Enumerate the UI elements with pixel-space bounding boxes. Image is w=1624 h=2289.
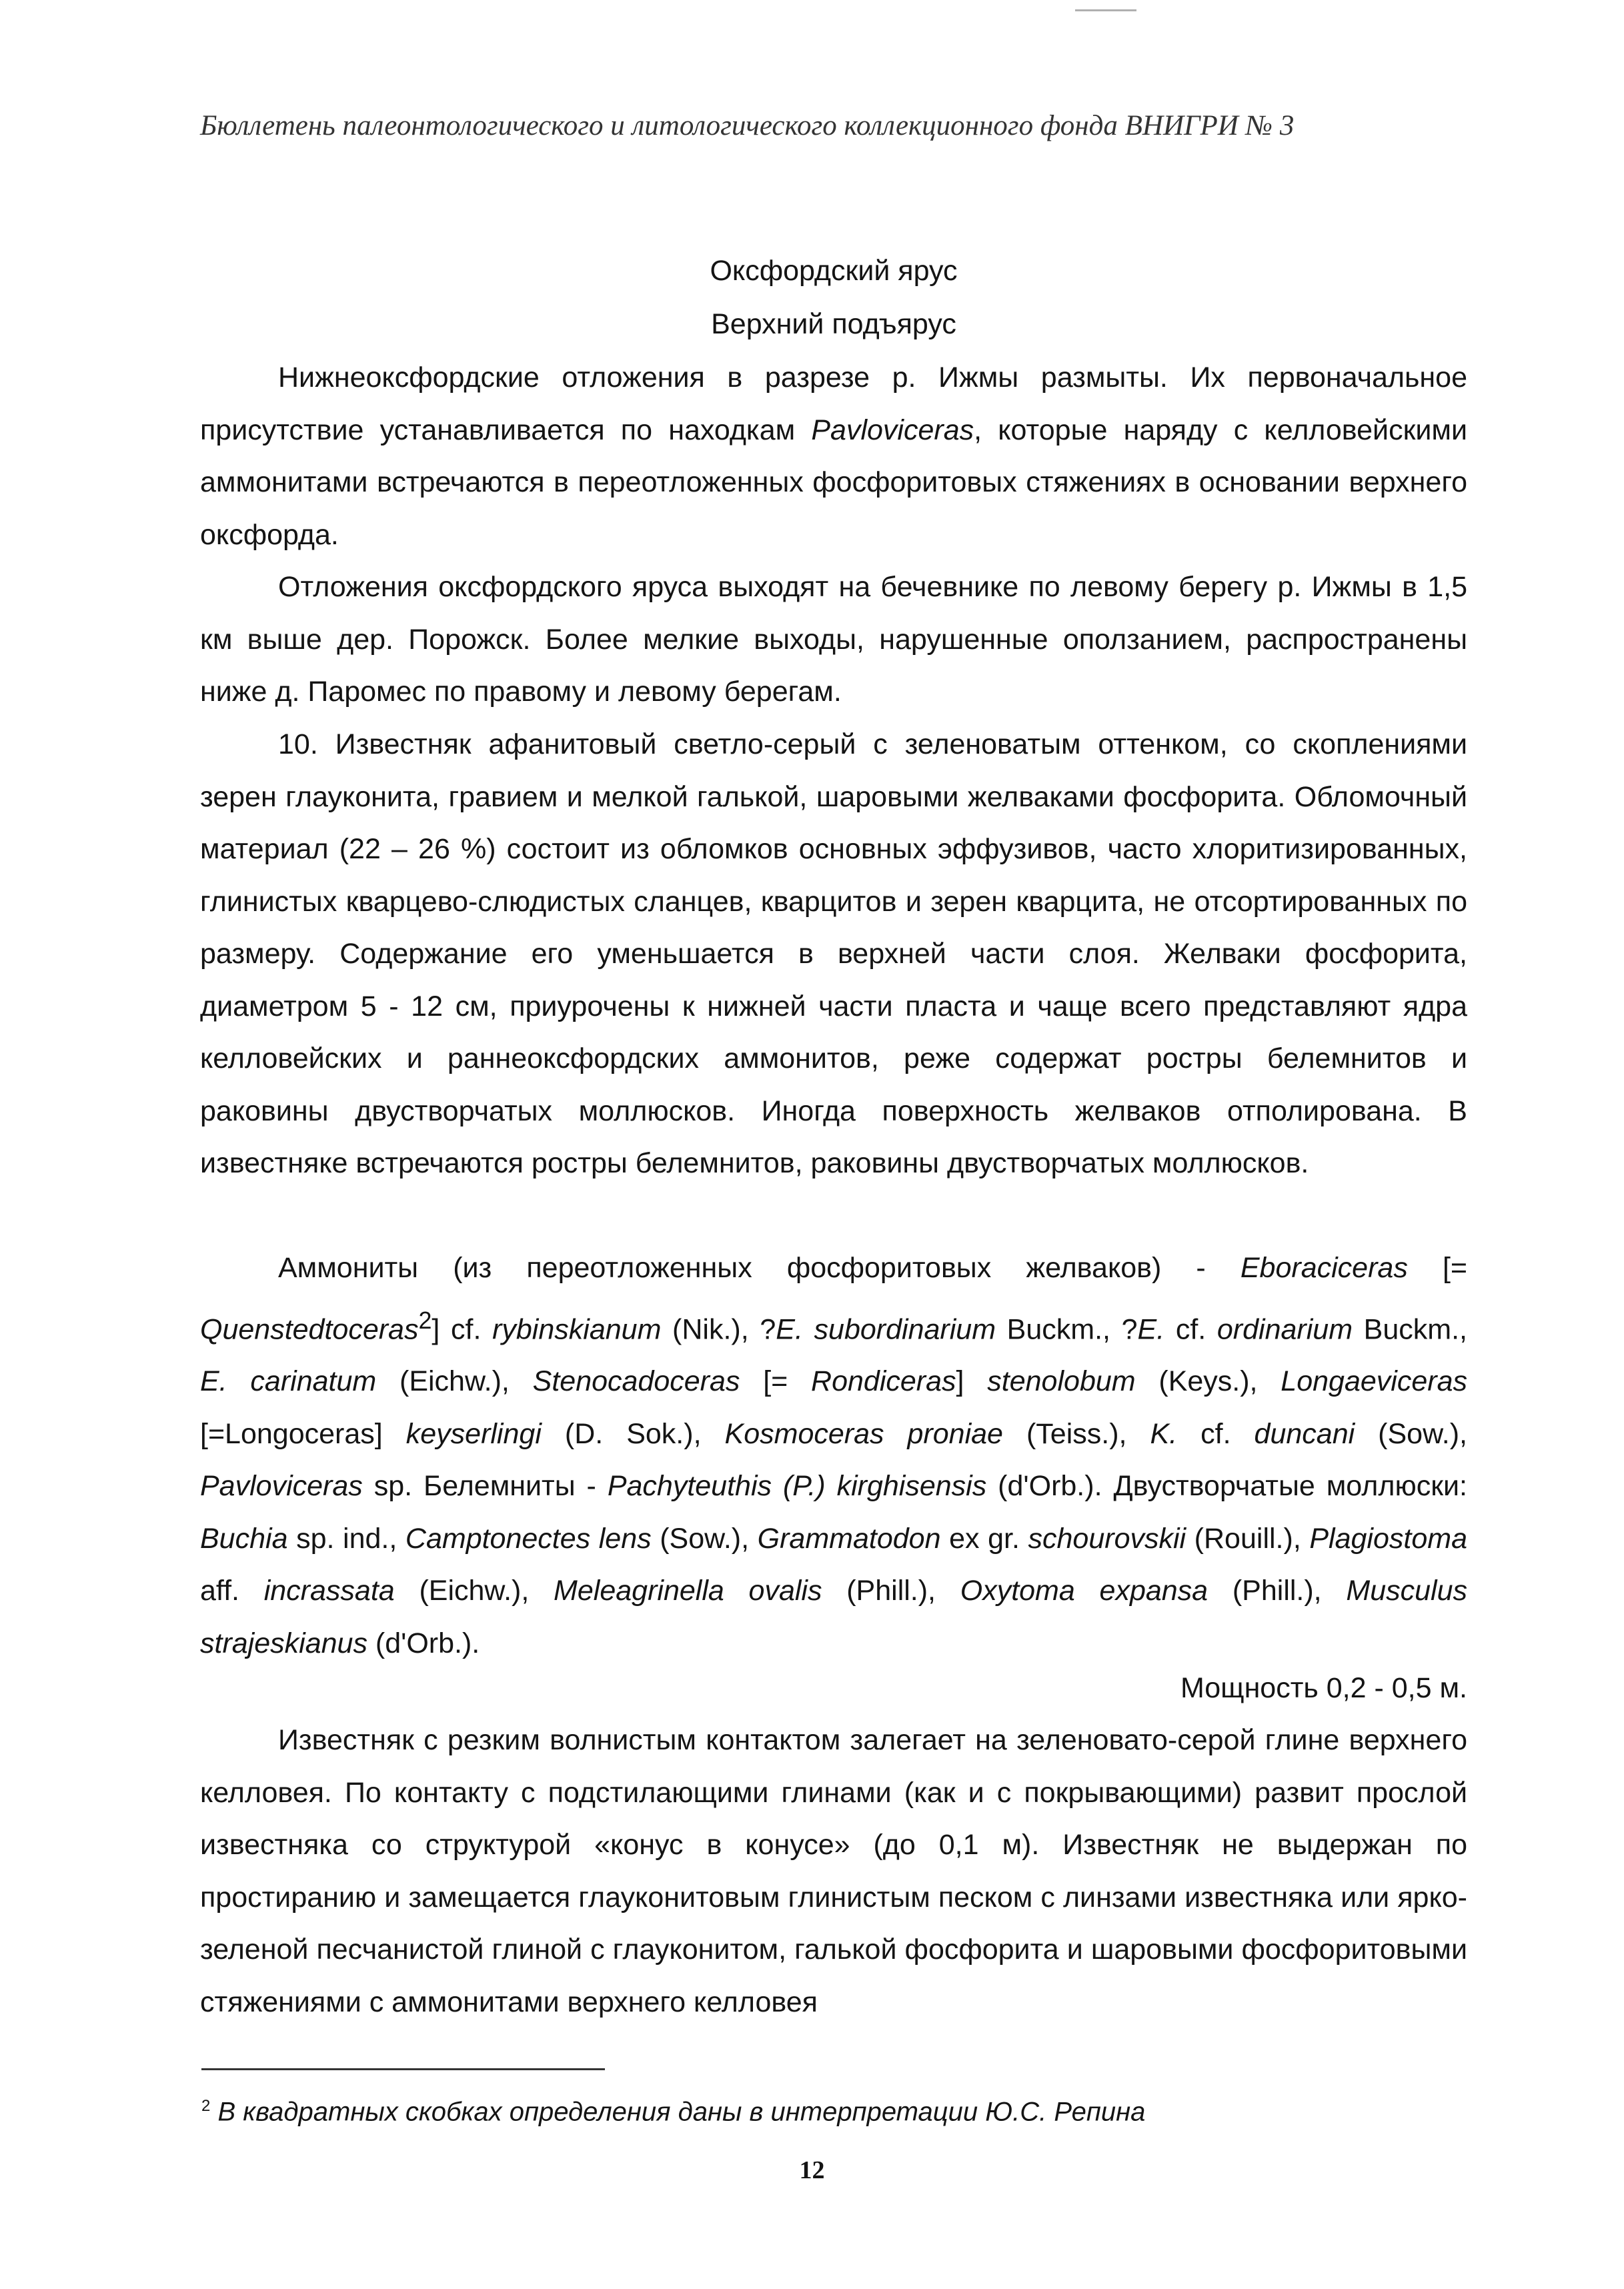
- footnote-ref: 2: [418, 1307, 432, 1334]
- footnote-mark: 2: [201, 2097, 211, 2115]
- thickness-line: Мощность 0,2 - 0,5 м.: [1180, 1672, 1467, 1704]
- paragraph-5: Известняк с резким волнистым контактом залегает на зеленовато-серой глине верхнего келловея. По контакту с подстилающими глинами (как и с покрывающими) развит прослой известняка со структурой «конус в конусе» (до 0,1 м). Известняк не выдержан по простиранию и замещается глауконитовым глинистым песком с линзами известняка или ярко-зеленой песчанистой глиной с глауконитом, галькой фосфорита и шаровыми фосфоритовыми стяжениями с аммонитами верхнего келловея: [200, 1724, 1467, 2018]
- paragraph-fauna: Аммониты (из переотложенных фосфоритовых желваков) - Eboraciceras [= Quenstedtoceras$^2$] cf. rybinskianum (Nik.), ?E. subordinarium Buckm., ?E. cf. ordinarium Buckm., E. carinatum (Eichw.), Stenocadoceras [= Rondiceras] stenolobum (Keys.), Longaeviceras [=Longoceras] keyserlingi (D. Sok.), Kosmoceras proniae (Teiss.), K. cf. duncani (Sow.), Pavloviceras sp. Белемниты - Pachyteuthis (P.) kirghisensis (d'Orb.). Двустворчатые моллюски: Buchia sp. ind., Camptonectes lens (Sow.), Grammatodon ex gr. schourovskii (Rouill.), Plagiostoma aff. incrassata (Eichw.), Meleagrinella ovalis (Phill.), Oxytoma expansa (Phill.), Musculus strajeskianus (d'Orb.).: [200, 1252, 1468, 1659]
- running-header: Бюллетень палеонтологического и литологического коллекционного фонда ВНИГРИ № 3: [200, 110, 1295, 141]
- section-title: Оксфордский ярус: [710, 255, 958, 287]
- paragraph-2: Отложения оксфордского яруса выходят на бечевнике по левому берегу р. Ижмы в 1,5 км выше дер. Порожск. Более мелкие выходы, нарушенные оползанием, распространены ниже д. Паромес по правому и левому берегам.: [200, 571, 1467, 708]
- paragraph-1: Нижнеоксфордские отложения в разрезе р. Ижмы размыты. Их первоначальное присутствие устанавливается по находкам Pavloviceras, которые наряду с келловейскими аммонитами встречаются в переотложенных фосфоритовых стяжениях в основании верхнего оксфорда.: [200, 361, 1467, 551]
- footnote-divider: [201, 2068, 605, 2070]
- paragraph-3: 10. Известняк афанитовый светло-серый с зеленоватым оттенком, со скоплениями зерен глауконита, гравием и мелкой галькой, шаровыми желваками фосфорита. Обломочный материал (22 – 26 %) состоит из обломков основных эффузивов, часто хлоритизированных, глинистых кварцево-слюдистых сланцев, кварцитов и зерен кварцита, не отсортированных по размеру. Содержание его уменьшается в верхней части слоя. Желваки фосфорита, диаметром 5 - 12 см, приурочены к нижней части пласта и чаще всего представляют ядра келловейских и раннеоксфордских аммонитов, реже содержат ростры белемнитов и раковины двустворчатых моллюсков. Иногда поверхность желваков отполирована. В известняке встречаются ростры белемнитов, раковины двустворчатых моллюсков.: [200, 728, 1467, 1179]
- page-number: 12: [799, 2156, 825, 2184]
- subsection-title: Верхний подъярус: [711, 308, 956, 340]
- footnote: $^2$ В квадратных скобках определения даны в интерпретации Ю.С. Репина: [201, 2097, 1146, 2127]
- scan-mark: [1075, 9, 1136, 11]
